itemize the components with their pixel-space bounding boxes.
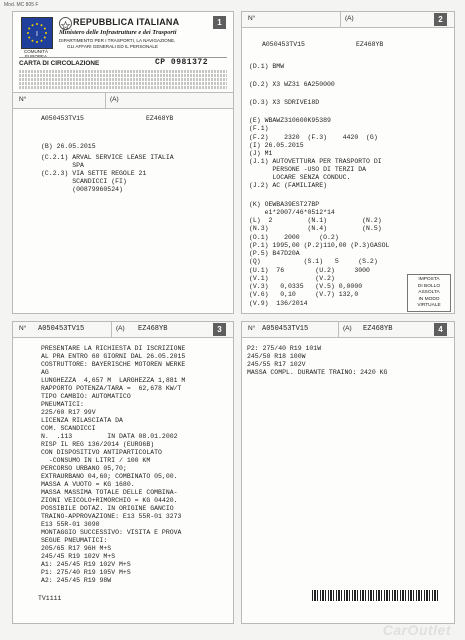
detail-line: (C.2.3) VIA SETTE REGOLE 21	[41, 170, 147, 177]
header-separator	[105, 93, 106, 108]
form-code: Mod. MC 805 F	[4, 2, 39, 8]
document-label: CARTA DI CIRCOLAZIONE	[19, 60, 100, 67]
document-number: A050453TV15	[41, 115, 84, 122]
tax-stamp-box	[407, 274, 451, 312]
license-plate: EZ468YB	[356, 41, 384, 48]
panel-number: 2	[434, 13, 447, 26]
detail-line: PRESENTARE LA RICHIESTA DI ISCRIZIONE	[41, 345, 186, 352]
detail-line: (F.1)	[249, 125, 269, 132]
detail-line: SEGUE PNEUMATICI:	[41, 537, 108, 544]
department-line-1: DIPARTIMENTO PER I TRASPORTI, LA NAVIGAZIONE,	[59, 38, 176, 43]
detail-line: (N.3) (N.4) (N.5)	[249, 225, 382, 232]
detail-line: P1: 275/40 R19 105V M+S	[41, 569, 131, 576]
office-code: TV1111	[38, 595, 62, 602]
detail-line: PERSONE -USO DI TERZI DA	[249, 166, 367, 173]
fine-print-line	[19, 82, 227, 85]
plate-label: (A)	[116, 325, 125, 332]
detail-line: COM. SCANDICCI	[41, 425, 96, 432]
detail-line: (P.5) B47D20A	[249, 250, 300, 257]
panel-continuation	[241, 321, 455, 624]
fine-print-line	[19, 86, 227, 89]
detail-line: PNEUMATICI:	[41, 401, 84, 408]
detail-line: (E) WBAWZ310600K95389	[249, 117, 331, 124]
detail-line: (F.2) 2320 (F.3) 4420 (G)	[249, 134, 378, 141]
detail-line: (Q) (S.1) 5 (S.2)	[249, 258, 378, 265]
detail-line: PERCORSO URBANO 05,70;	[41, 465, 127, 472]
fine-print-line	[19, 74, 227, 77]
panel-vehicle-data	[241, 11, 455, 314]
detail-line: LOCARE SENZA CONDUC.	[249, 174, 351, 181]
detail-line: (I) 26.05.2015	[249, 142, 304, 149]
panel-number: 1	[213, 16, 226, 29]
panel-number: 4	[434, 323, 447, 336]
watermark-logo: CarOutlet	[382, 622, 451, 638]
eu-country-code: I	[36, 31, 38, 38]
panel-front-cover	[12, 11, 234, 314]
detail-line: (V.9) 136/2014	[249, 300, 308, 307]
detail-line: 245/55 R17 102V	[247, 361, 306, 368]
detail-line: TRAINO-APPROVAZIONE: E13 55R-01 3273	[41, 513, 182, 520]
detail-line: 205/65 R17 96H M+S	[41, 545, 112, 552]
document-number: A050453TV15	[262, 41, 305, 48]
detail-line: ZIONI VEICOLO+RIMORCHIO = KG 04420.	[41, 497, 178, 504]
detail-line: 245/50 R18 100W	[247, 353, 306, 360]
detail-line: (C.2.1) ARVAL SERVICE LEASE ITALIA	[41, 154, 174, 161]
header-bar	[242, 12, 454, 28]
detail-line: CON DISPOSITIVO ANTIPARTICOLATO	[41, 449, 162, 456]
detail-line: 245/45 R19 102V M+S	[41, 553, 116, 560]
detail-line: MASSA A VUOTO = KG 1680.	[41, 481, 135, 488]
detail-line: (J) M1	[249, 150, 273, 157]
plate-label: (A)	[110, 96, 119, 103]
panel-number: 3	[213, 323, 226, 336]
detail-line: (D.3) X3 SDRIVE18D	[249, 99, 320, 106]
detail-line: (V.6) 0,10 (V.7) 132,0	[249, 291, 359, 298]
detail-line: 225/60 R17 99V	[41, 409, 96, 416]
detail-line: (V.1) (V.2)	[249, 275, 335, 282]
detail-line: (L) 2 (N.1) (N.2)	[249, 217, 382, 224]
detail-line: SPA	[41, 162, 84, 169]
header-bar	[13, 92, 233, 109]
number-label: N°	[19, 325, 27, 332]
republic-title: REPUBBLICA ITALIANA	[73, 17, 180, 27]
detail-line: AL PRA ENTRO 60 GIORNI DAL 26.05.2015	[41, 353, 186, 360]
stamp-line: DI BOLLO	[417, 283, 441, 289]
detail-line: MONTAGGIO SUCCESSIVO: VISITA E PROVA	[41, 529, 182, 536]
detail-line: (D.2) X3 WZ31 6A250000	[249, 81, 335, 88]
detail-line: N. .113 IN DATA 08.01.2002	[41, 433, 178, 440]
detail-line: COSTRUTTORE: BAYERISCHE MOTOREN WERKE	[41, 361, 186, 368]
number-label: N°	[248, 15, 256, 22]
stamp-line: VIRTUALE	[417, 303, 441, 308]
detail-line: e1*2007/46*0512*14	[249, 209, 335, 216]
fine-print-line	[19, 70, 227, 73]
stamp-line: ASSOLTA	[418, 290, 440, 295]
eu-label-line1: COMUNITÀ	[24, 49, 48, 54]
plate-label: (A)	[343, 325, 352, 332]
detail-line: E13 55R-01 3090	[41, 521, 100, 528]
detail-line: (O.1) 2000 (O.2)	[249, 234, 339, 241]
department-line-2: GLI AFFARI GENERALI ED IL PERSONALE	[67, 44, 158, 49]
header-bar	[13, 322, 233, 338]
eu-stars-icon	[22, 18, 52, 48]
detail-line: MASSA MASSIMA TOTALE DELLE COMBINA-	[41, 489, 178, 496]
header-separator	[340, 12, 341, 27]
number-label: N°	[248, 325, 256, 332]
detail-line: EXTRAURBANO 04,60; COMBINATO 05,00.	[41, 473, 178, 480]
detail-line: (U.1) 76 (U.2) 3000	[249, 267, 370, 274]
detail-line: -CONSUMO IN LITRI / 100 KM	[41, 457, 151, 464]
document-number: A050453TV15	[262, 325, 309, 333]
license-plate: EZ468YB	[363, 325, 393, 333]
detail-line: TIPO CAMBIO: AUTOMATICO	[41, 393, 131, 400]
detail-line: SCANDICCI (FI)	[41, 178, 127, 185]
stamp-line: IN MODO	[418, 296, 440, 302]
detail-line: LUNGHEZZA 4,657 M LARGHEZZA 1,881 M	[41, 377, 186, 384]
detail-line: P2: 275/40 R19 101W	[247, 345, 322, 352]
detail-line: (J.2) AC (FAMILIARE)	[249, 182, 328, 189]
detail-line: RAPPORTO POTENZA/TARA = 62,678 KW/T	[41, 385, 182, 392]
ministry-title: Ministero delle Infrastrutture e dei Trasporti	[59, 29, 177, 36]
header-separator	[338, 322, 339, 337]
detail-line: A2: 245/45 R19 98W	[41, 577, 112, 584]
header-separator	[111, 322, 112, 337]
eu-flag-icon	[21, 17, 53, 49]
detail-line: RISP IL REG 136/2014 (EURO6B)	[41, 441, 155, 448]
detail-line: A1: 245/45 R19 102V M+S	[41, 561, 131, 568]
license-plate: EZ468YB	[146, 115, 174, 122]
barcode	[312, 590, 440, 601]
detail-line: LICENZA RILASCIATA DA	[41, 417, 123, 424]
panel-notes	[12, 321, 234, 624]
detail-line: AG	[41, 369, 49, 376]
detail-line: POSSIBILE DOTAZ. IN ORIGINE GANCIO	[41, 505, 174, 512]
license-plate: EZ468YB	[138, 325, 168, 333]
detail-line: (K) OEWBA39EST27BP	[249, 201, 320, 208]
detail-line: MASSA COMPL. DURANTE TRAINO: 2420 KG	[247, 369, 388, 376]
plate-label: (A)	[345, 15, 354, 22]
document-serial: CP 0981372	[155, 58, 209, 67]
detail-line: (V.3) 0,0335 (V.5) 0,0000	[249, 283, 363, 290]
stamp-line: IMPOSTA	[418, 277, 440, 282]
fine-print-line	[19, 78, 227, 81]
detail-line: (00879960524)	[41, 186, 123, 193]
number-label: N°	[19, 96, 27, 103]
detail-line: (B) 26.05.2015	[41, 143, 96, 150]
header-bar	[242, 322, 454, 338]
detail-line: (J.1) AUTOVETTURA PER TRASPORTO DI	[249, 158, 382, 165]
detail-line: (P.1) 1995,00 (P.2)110,00 (P.3)GASOL	[249, 242, 390, 249]
document-number: A050453TV15	[38, 325, 85, 333]
detail-line: (D.1) BMW	[249, 63, 285, 70]
